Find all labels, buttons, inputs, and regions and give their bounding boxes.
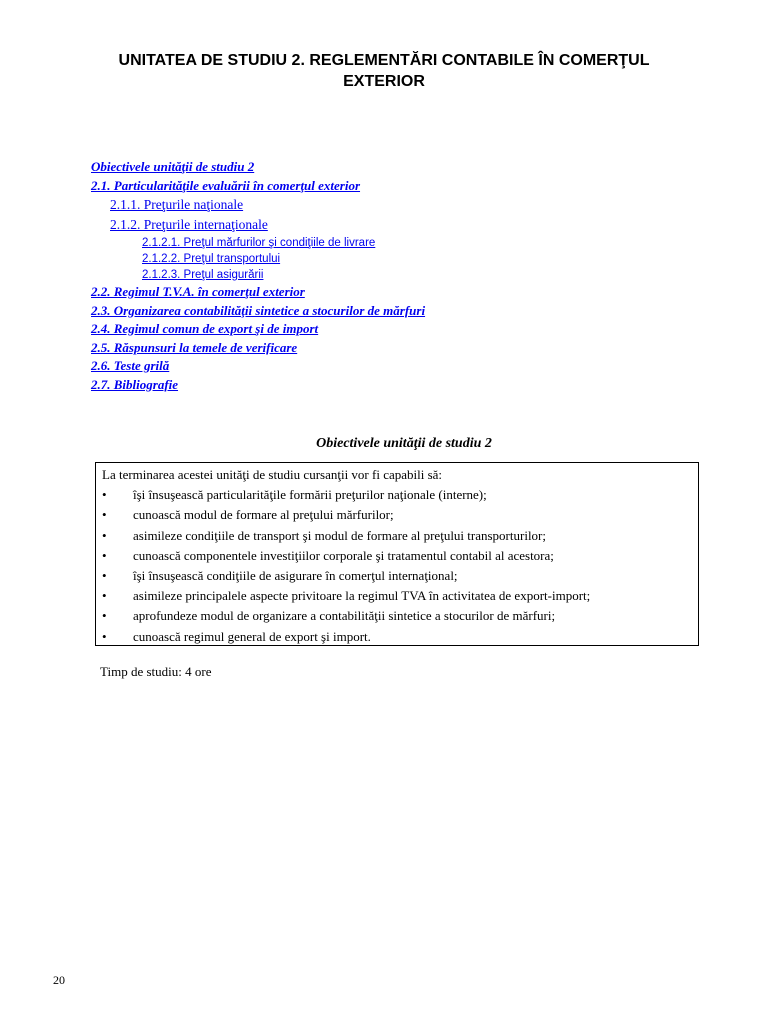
page-number: 20 — [53, 973, 65, 987]
toc-link-2-1-1[interactable]: 2.1.1. Preţurile naţionale — [110, 197, 244, 212]
toc-link-2-1-2-2[interactable]: 2.1.2.2. Preţul transportului — [142, 253, 281, 265]
objective-text: îşi însuşească particularităţile formării preţurilor naţionale (interne); — [133, 487, 487, 503]
bullet-icon: • — [102, 507, 107, 523]
objective-text: cunoască regimul general de export şi import. — [133, 628, 371, 644]
toc-link-2-6[interactable]: 2.6. Teste grilă — [91, 358, 170, 373]
bullet-icon: • — [102, 628, 107, 644]
bullet-icon: • — [102, 547, 107, 563]
page-title — [40, 50, 728, 92]
toc-link-2-2[interactable]: 2.2. Regimul T.V.A. în comerţul exterior — [91, 284, 305, 299]
objective-text: îşi însuşească condiţiile de asigurare în comerţul internaţional; — [133, 568, 458, 584]
bullet-icon: • — [102, 608, 107, 624]
objective-item — [102, 526, 692, 546]
toc-link-2-1-2[interactable]: 2.1.2. Preţurile internaţionale — [110, 217, 268, 232]
objective-item — [102, 566, 692, 586]
objective-item — [102, 586, 692, 606]
toc-link-2-1-2-1[interactable]: 2.1.2.1. Preţul mărfurilor şi condiţiile de livrare — [142, 237, 376, 249]
bullet-icon: • — [102, 588, 107, 604]
bullet-icon: • — [102, 487, 107, 503]
objectives-list — [102, 485, 692, 647]
objectives-heading: Obiectivele unităţii de studiu 2 — [316, 436, 492, 451]
page-title-line-2: EXTERIOR — [343, 73, 425, 90]
toc-link-2-7[interactable]: 2.7. Bibliografie — [91, 376, 179, 392]
study-time: Timp de studiu: 4 ore — [100, 664, 212, 679]
objective-item — [102, 485, 692, 505]
toc-link-2-4[interactable]: 2.4. Regimul comun de export şi de import — [91, 321, 319, 336]
table-of-contents — [0, 158, 768, 394]
page-title-line-1: UNITATEA DE STUDIU 2. REGLEMENTĂRI CONTABILE ÎN COMERŢUL — [118, 52, 650, 69]
objective-item — [102, 627, 692, 647]
objective-item — [102, 546, 692, 566]
objective-text: aprofundeze modul de organizare a contabilităţii sintetice a stocurilor de mărfuri; — [133, 608, 556, 624]
toc-link-2-1[interactable]: 2.1. Particularităţile evaluării în comerţul exterior — [91, 177, 361, 193]
objective-item — [102, 505, 692, 525]
objective-text: cunoască componentele investiţiilor corporale şi tratamentul contabil al acestora; — [133, 547, 554, 563]
toc-link-2-3[interactable]: 2.3. Organizarea contabilităţii sintetice a stocurilor de mărfuri — [91, 302, 426, 318]
bullet-icon: • — [102, 568, 107, 584]
objectives-box — [95, 462, 699, 646]
objective-text: asimileze principalele aspecte privitoare la regimul TVA în activitatea de export-import; — [133, 588, 591, 604]
objective-text: cunoască modul de formare al preţului mărfurilor; — [133, 507, 394, 523]
toc-link-objectives[interactable]: Obiectivele unităţii de studiu 2 — [91, 159, 255, 174]
toc-link-2-1-2-3[interactable]: 2.1.2.3. Preţul asigurării — [142, 269, 264, 281]
bullet-icon: • — [102, 527, 107, 543]
objectives-intro: La terminarea acestei unităţi de studiu cursanţii vor fi capabili să: — [102, 467, 443, 482]
objective-text: asimileze condiţiile de transport şi modul de formare al preţului transporturilor; — [133, 527, 546, 543]
toc-link-2-5[interactable]: 2.5. Răspunsuri la temele de verificare — [91, 339, 298, 355]
objective-item — [102, 606, 692, 626]
